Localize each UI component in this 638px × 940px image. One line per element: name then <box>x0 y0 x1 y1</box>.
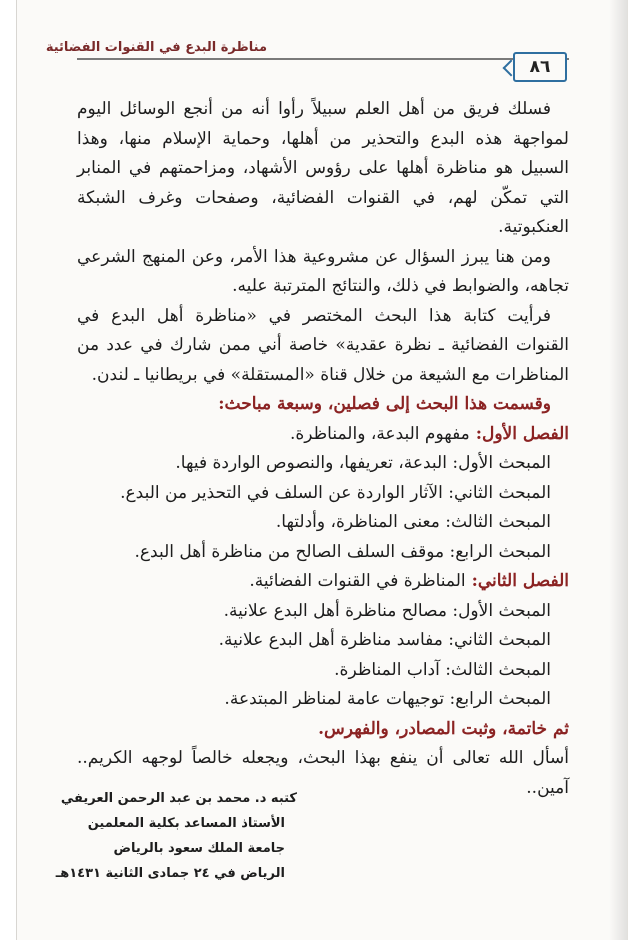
chapter-2-section-2: المبحث الثاني: مفاسد مناظرة أهل البدع علانية. <box>218 630 551 650</box>
chapter-2-heading <box>77 567 569 597</box>
chapter-2-section-3: المبحث الثالث: آداب المناظرة. <box>334 659 551 680</box>
page-gutter-shadow <box>609 0 627 940</box>
paragraph-1: فسلك فريق من أهل العلم سبيلاً رأوا أنه من أنجع الوسائل اليوم لمواجهة هذه البدع والتحذير من أهلها، وحماية الإسلام منها، وهذا السبيل هو مناظرة أهلها على رؤوس الأشهاد، ومزاحمتهم في المنابر التي تمكّن لهم، في القنوات الفضائية، وصفحات وغرف الشبكة العنكبوتية. <box>77 99 569 237</box>
chapter-2-label: الفصل الثاني: <box>471 571 569 591</box>
signature-university: جامعة الملك سعود بالرياض <box>113 841 285 856</box>
paragraph-2: ومن هنا يبرز السؤال عن مشروعية هذا الأمر، وعن المنهج الشرعي تجاهه، والضوابط في ذلك، والنتائج المترتبة عليه. <box>77 246 569 296</box>
plan-heading: وقسمت هذا البحث إلى فصلين، وسبعة مباحث: <box>218 394 551 414</box>
chapter-2-section-4: المبحث الرابع: توجيهات عامة لمناظر المبتدعة. <box>224 689 551 709</box>
closing-heading: ثم خاتمة، وثبت المصادر، والفهرس. <box>318 718 569 739</box>
signature-position: الأستاذ المساعد بكلية المعلمين <box>87 816 285 831</box>
chapter-1-section-2: المبحث الثاني: الآثار الواردة عن السلف في التحذير من البدع. <box>120 482 551 503</box>
author-signature-block <box>37 786 297 886</box>
paragraph-3: فرأيت كتابة هذا البحث المختصر في «مناظرة أهل البدع في القنوات الفضائية ـ نظرة عقدية» خاصة أني ممن شارك في عدد من المناظرات مع الشيعة من خلال قناة «المستقلة» في بريطانيا ـ لندن. <box>77 305 569 385</box>
chapter-1-section-3: المبحث الثالث: معنى المناظرة، وأدلتها. <box>275 512 551 532</box>
chapter-2-title: المناظرة في القنوات الفضائية. <box>249 571 466 591</box>
book-page <box>16 0 628 940</box>
closing-prayer: أسأل الله تعالى أن ينفع بهذا البحث، ويجعله خالصاً لوجهه الكريم.. آمين.. <box>77 748 569 798</box>
chapter-1-label: الفصل الأول: <box>475 423 569 444</box>
body-text <box>77 95 569 803</box>
signature-date: الرياض في ٢٤ جمادى الثانية ١٤٣١هـ <box>55 866 285 881</box>
chapter-2-section-1: المبحث الأول: مصالح مناظرة أهل البدع علانية. <box>223 600 551 621</box>
chapter-1-section-4: المبحث الرابع: موقف السلف الصالح من مناظرة أهل البدع. <box>134 541 551 562</box>
signature-author: كتبه د. محمد بن عبد الرحمن العريفي <box>60 791 297 806</box>
chapter-1-title: مفهوم البدعة، والمناظرة. <box>289 423 470 444</box>
header-rule <box>77 58 569 60</box>
chapter-1-heading <box>77 420 569 450</box>
chapter-1-section-1: المبحث الأول: البدعة، تعريفها، والنصوص الواردة فيها. <box>175 453 551 473</box>
running-title: مناظرة البدع في القنوات الفضائية <box>45 40 267 55</box>
page-number: ٨٦ <box>513 52 567 82</box>
